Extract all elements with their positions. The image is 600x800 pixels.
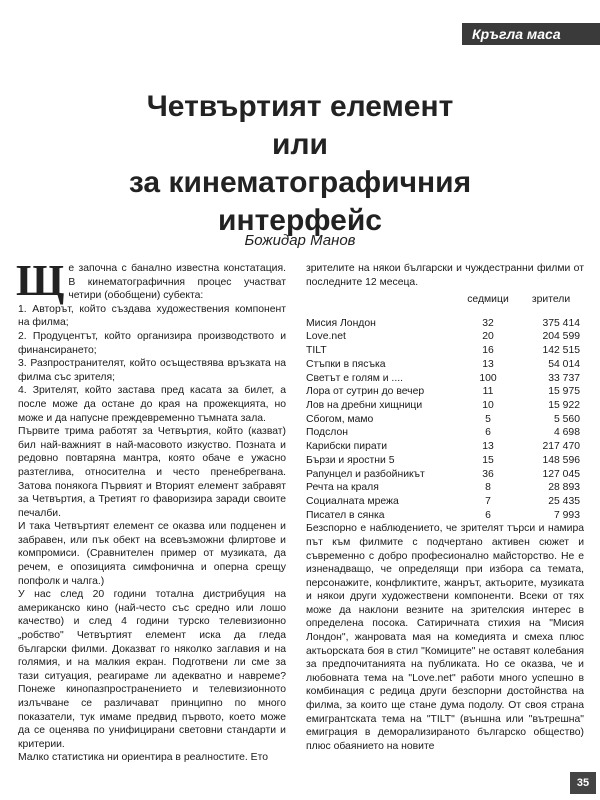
viewers-cell: 15 975: [548, 386, 580, 398]
drop-cap: Щ: [16, 256, 65, 305]
viewers-cell: 33 737: [548, 372, 580, 384]
viewers-cell: 204 599: [542, 331, 580, 343]
paragraph: 2. Продуцентът, който организира производството и финансирането;: [18, 330, 286, 356]
viewers-cell: 7 993: [553, 509, 580, 521]
header-viewers: зрители: [531, 294, 571, 306]
film-title-cell: Стъпки в пясъка: [306, 358, 386, 370]
header-title: [306, 293, 458, 317]
viewers-cell: 54 014: [548, 358, 580, 370]
weeks-cell: 16: [482, 345, 494, 357]
table-row: [306, 399, 584, 413]
table-row: [306, 426, 584, 440]
weeks-cell: 6: [485, 509, 491, 521]
viewers-cell: 4 698: [553, 427, 580, 439]
paragraph: Малко статистика ни ориентира в реалностите. Ето: [18, 752, 269, 764]
viewership-table: [306, 293, 584, 522]
film-title-cell: TILT: [306, 345, 327, 357]
viewers-cell: 25 435: [548, 495, 580, 507]
table-row: [306, 509, 584, 523]
table-row: [306, 413, 584, 427]
film-title-cell: Социалната мрежа: [306, 495, 399, 507]
paragraph-text: е започна с банално известна констатация. В кинематографичния процес участват четири (обобщени) субекта:: [68, 263, 286, 302]
table-row: [306, 344, 584, 358]
film-title-cell: Карибски пирати: [306, 441, 388, 453]
left-column: [16, 256, 286, 765]
table-header-row: [306, 293, 584, 317]
article-title: [0, 88, 600, 240]
film-title-cell: Love.net: [306, 331, 346, 343]
weeks-cell: 32: [482, 317, 494, 329]
table-row: [306, 317, 584, 331]
weeks-cell: 20: [482, 331, 494, 343]
film-title-cell: Речта на краля: [306, 482, 379, 494]
table-row: [306, 385, 584, 399]
weeks-cell: 100: [479, 372, 497, 384]
viewers-cell: 375 414: [542, 317, 580, 329]
header-weeks: седмици: [467, 294, 509, 306]
right-column: [306, 262, 584, 753]
viewers-cell: 142 515: [542, 345, 580, 357]
viewers-cell: 15 922: [548, 400, 580, 411]
viewers-cell: 5 560: [553, 413, 580, 425]
weeks-cell: 5: [485, 413, 491, 425]
table-row: [306, 454, 584, 468]
film-title-cell: Бързи и яростни 5: [306, 454, 395, 466]
weeks-cell: 7: [485, 495, 491, 507]
table-body: [306, 317, 584, 523]
table-row: [306, 440, 584, 454]
paragraph: 4. Зрителят, който застава пред касата за билет, а после може да остане до края на прожекцията, но може и да напусне преждевременно тъмната зала.: [18, 385, 286, 424]
paragraph: И така Четвъртият елемент се оказва или подценен и забравен, или пък обект на всевъзможни флиртове и компромиси. (Сравнителен пример от музиката, да речем, е опозицията симфонична и оперна срещу попфолк и чалга.): [18, 521, 286, 587]
film-title-cell: Лов на дребни хищници: [306, 400, 423, 411]
paragraph: Безспорно е наблюдението, че зрителят търси и намира път към филмите с подчертано активен сюжет и съвременно с добро професионално майсторство. Не е изненадващо, че определящи при избора са темата, персонажите, конфликтите, жанрът, актьорите, музиката и някои други художествени компоненти. Всеки от тях може да наклони везните на зрителския интерес в определена посока. Сатиричната стихия на "Мисия Лондон", жанровата мая на комедията и смеха плюс актьорската боя в стил "Комиците" не оставят колебания за предпочитанията на публиката. Но се оказва, че и любовната тема на "Love.net" работи много успешно в комбинация с редица други безспорни достойнства на филма, за които ще стане дума подолу. От своя страна емигрантската тема на "TILT" (външна или "вътрешна" емиграция в деморализираното българско общество) плюс обаянието на новите: [306, 523, 584, 752]
film-title-cell: Мисия Лондон: [306, 317, 376, 329]
title-line: за кинематографичния: [128, 166, 472, 199]
table-row: [306, 468, 584, 482]
viewers-cell: 148 596: [542, 454, 580, 466]
table-row: [306, 358, 584, 372]
title-line: интерфейс: [218, 204, 382, 237]
table-row: [306, 330, 584, 344]
viewers-cell: 217 470: [542, 441, 580, 453]
table-intro: зрителите на някои български и чуждестранни филми от последните 12 месеца.: [306, 263, 584, 288]
paragraph: Първите трима работят за Четвъртия, който (казват) бил най-важният в най-масовото изкуство. Позната и редовно повтаряна мантра, която обаче е ужасно разтеглива, относителна и често пренебрегвана. Затова понякога Първият и Вторият елемент забравят за Четвъртия, а Третият го фаворизира заради своите печалби.: [18, 426, 286, 519]
viewers-cell: 28 893: [548, 482, 580, 494]
weeks-cell: 11: [482, 386, 494, 398]
film-title-cell: Сбогом, мамо: [306, 413, 374, 425]
film-title-cell: Рапунцел и разбойникът: [306, 468, 425, 480]
weeks-cell: 36: [482, 468, 494, 480]
weeks-cell: 8: [485, 482, 491, 494]
table-row: [306, 372, 584, 386]
paragraph: 3. Разпространителят, който осъществява връзката на филма със зрителя;: [18, 358, 286, 383]
film-title-cell: Писател в сянка: [306, 509, 385, 521]
table-row: [306, 481, 584, 495]
title-line: Четвъртият елемент: [146, 90, 454, 123]
film-title-cell: Светът е голям и ....: [306, 372, 403, 384]
weeks-cell: 13: [482, 358, 494, 370]
film-title-cell: Подслон: [306, 427, 348, 439]
weeks-cell: 15: [482, 454, 494, 466]
weeks-cell: 10: [482, 400, 494, 411]
film-title-cell: Лора от сутрин до вечер: [306, 386, 425, 398]
viewers-cell: 127 045: [542, 468, 580, 480]
weeks-cell: 13: [482, 441, 494, 453]
paragraph: У нас след 20 години тотална дистрибуция на американско кино (най-често със средно или лошо качество) и след 4 години турско телевизионно „робство" Четвъртият елемент иска да гледа български филми. Доказват го няколко заглавия и на голямия, и на малкия екран. Подготвени ли сме за тази ситуация, реагираме ли адекватно и навреме? Понеже кинопазпространението и телевизионното излъчване се различават принципно по много показатели, тук имаме предвид първото, което може да се оценява по унифицирани световни стандарти и критерии.: [18, 589, 286, 750]
title-line: или: [272, 128, 328, 161]
paragraph: [16, 256, 286, 305]
section-tag: Кръгла маса: [462, 23, 600, 45]
paragraph: 1. Авторът, който създава художествения компонент на филма;: [18, 303, 286, 329]
page-number: 35: [570, 772, 596, 794]
table-row: [306, 495, 584, 509]
author-name: Божидар Манов: [244, 232, 356, 249]
weeks-cell: 6: [485, 427, 491, 439]
